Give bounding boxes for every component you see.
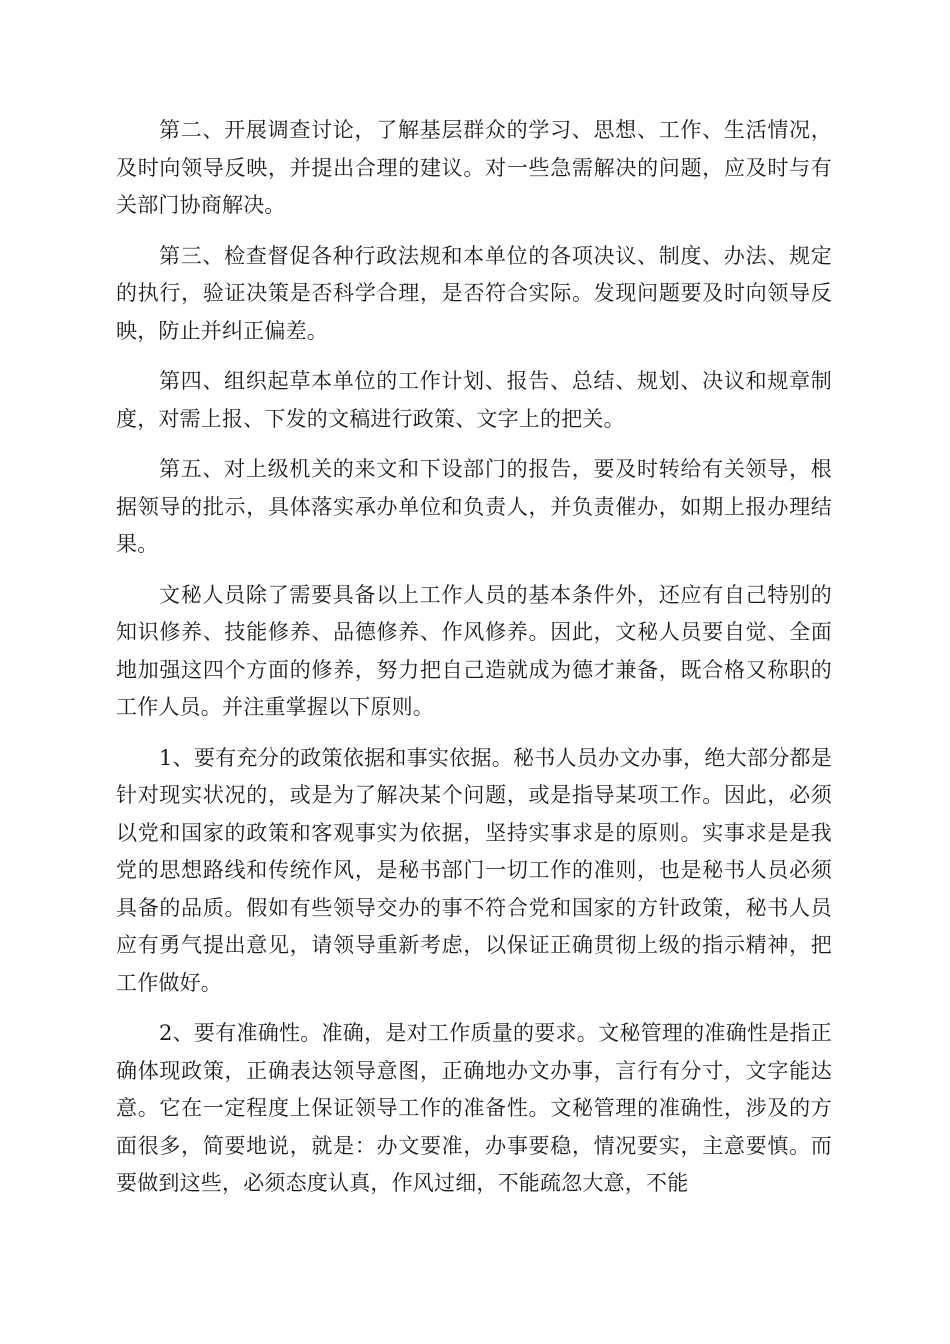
paragraph-principle-1: 1、要有充分的政策依据和事实依据。秘书人员办文办事，绝大部分都是针对现实状况的，或是为了解决某个问题，或是指导某项工作。因此，必须以党和国家的政策和客观事实为依据，坚持实事求是的原则。实事求是是我党的思想路线和传统作风，是秘书部门一切工作的准则，也是秘书人员必须具备的品质。假如有些领导交办的事不符合党和国家的方针政策，秘书人员应有勇气提出意见，请领导重新考虑，以保证正确贯彻上级的指示精神，把工作做好。 <box>116 745 832 995</box>
paragraph-fourth: 第四、组织起草本单位的工作计划、报告、总结、规划、决议和规章制度，对需上报、下发的文稿进行政策、文字上的把关。 <box>116 369 832 431</box>
paragraph-principle-2: 2、要有准确性。准确，是对工作质量的要求。文秘管理的准确性是指正确体现政策，正确表达领导意图，正确地办文办事，言行有分寸，文字能达意。它在一定程度上保证领导工作的准备性。文秘管理的准确性，涉及的方面很多，简要地说，就是：办文要准，办事要稳，情况要实，主意要慎。而要做到这些，必须态度认真，作风过细，不能疏忽大意，不能 <box>116 1021 832 1195</box>
document-page <box>116 112 832 1216</box>
paragraph-fifth: 第五、对上级机关的来文和下设部门的报告，要及时转给有关领导，根据领导的批示，具体落实承办单位和负责人，并负责催办，如期上报办理结果。 <box>116 457 832 556</box>
paragraph-second: 第二、开展调查讨论，了解基层群众的学习、思想、工作、生活情况，及时向领导反映，并提出合理的建议。对一些急需解决的问题，应及时与有关部门协商解决。 <box>116 118 832 217</box>
paragraph-requirements: 文秘人员除了需要具备以上工作人员的基本条件外，还应有自己特别的知识修养、技能修养、品德修养、作风修养。因此，文秘人员要自觉、全面地加强这四个方面的修养，努力把自己造就成为德才兼备，既合格又称职的工作人员。并注重掌握以下原则。 <box>116 582 832 719</box>
paragraph-third: 第三、检查督促各种行政法规和本单位的各项决议、制度、办法、规定的执行，验证决策是否科学合理，是否符合实际。发现问题要及时向领导反映，防止并纠正偏差。 <box>116 243 832 343</box>
